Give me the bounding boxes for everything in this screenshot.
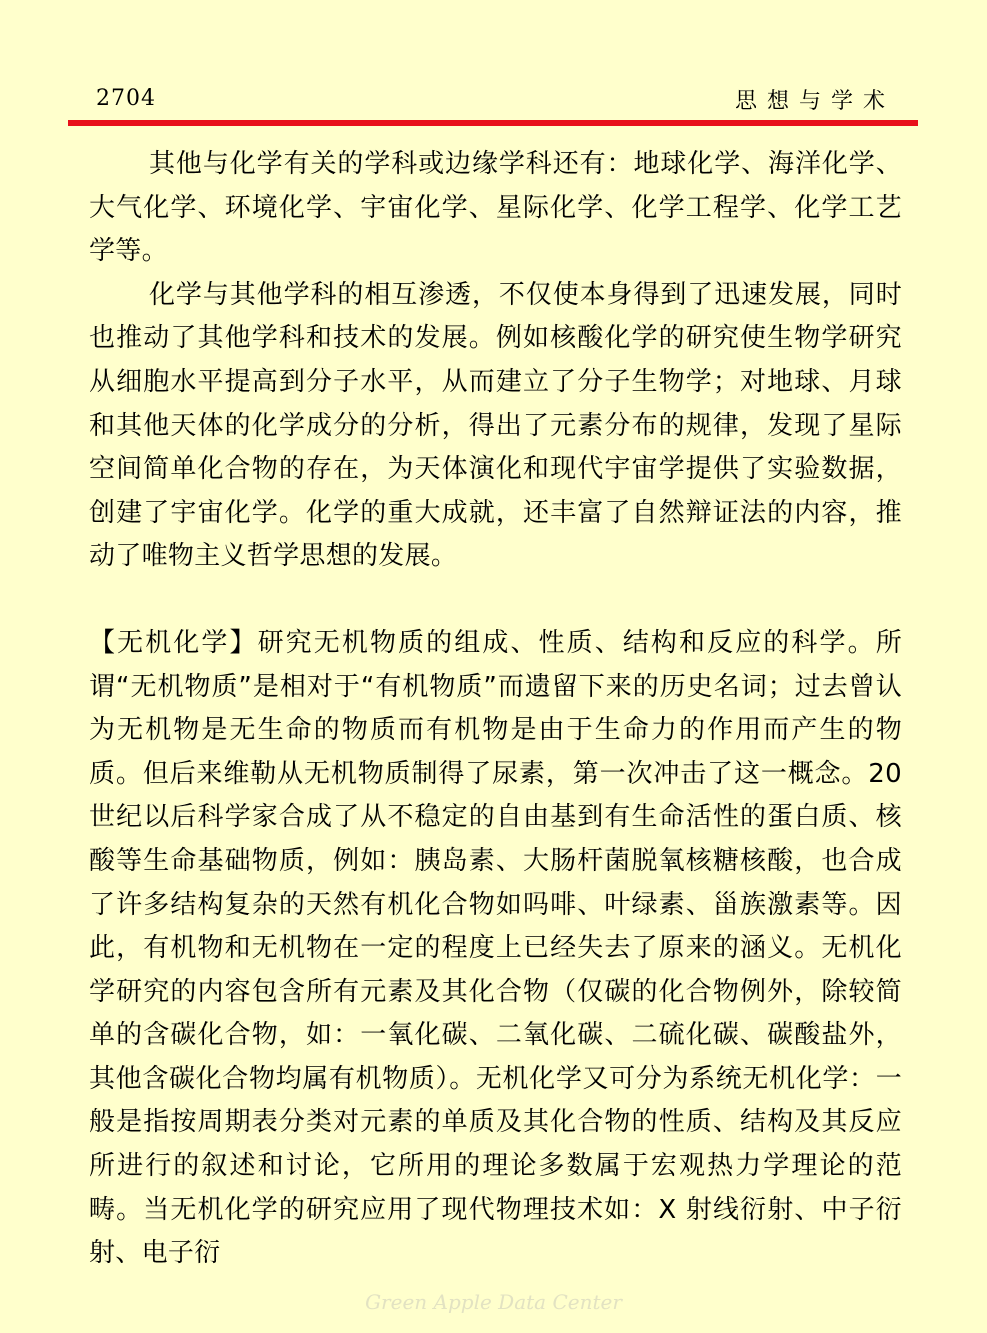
- running-head: 思想与学术: [734, 89, 895, 114]
- page-number: 2704: [96, 86, 156, 111]
- paragraph-interdisciplinary: 化学与其他学科的相互渗透，不仅使本身得到了迅速发展，同时也推动了其他学科和技术的发展。例如核酸化学的研究使生物学研究从细胞水平提高到分子水平，从而建立了分子生物学；对地球、月球和其他天体的化学成分的分析，得出了元素分布的规律，发现了星际空间简单化合物的存在，为天体演化和现代宇宙学提供了实验数据，创建了宇宙化学。化学的重大成就，还丰富了自然辩证法的内容，推动了唯物主义哲学思想的发展。: [89, 279, 902, 572]
- paragraph-gap: [89, 579, 902, 622]
- header-rule: [68, 120, 918, 126]
- paragraph-inorganic-chemistry: 【无机化学】研究无机物质的组成、性质、结构和反应的科学。所谓“无机物质”是相对于“有机物质”而遗留下来的历史名词；过去曾认为无机物是无生命的物质而有机物是由于生命力的作用而产生的物质。但后来维勒从无机物质制得了尿素，第一次冲击了这一概念。20 世纪以后科学家合成了从不稳定的自由基到有生命活性的蛋白质、核酸等生命基础物质，例如：胰岛素、大肠杆菌脱氧核糖核酸，也合成了许多结构复杂的天然有机化合物如吗啡、叶绿素、甾族激素等。因此，有机物和无机物在一定的程度上已经失去了原来的涵义。无机化学研究的内容包含所有元素及其化合物（仅碳的化合物例外，除较简单的含碳化合物，如：一氧化碳、二氧化碳、二硫化碳、碳酸盐外，其他含碳化合物均属有机物质）。无机化学又可分为系统无机化学：一般是指按周期表分类对元素的单质及其化合物的性质、结构及其反应所进行的叙述和讨论，它所用的理论多数属于宏观热力学理论的范畴。当无机化学的研究应用了现代物理技术如：X 射线衍射、中子衍射、电子衍: [89, 627, 902, 1269]
- watermark: Green Apple Data Center: [365, 1290, 622, 1314]
- body-text: [89, 143, 902, 1276]
- paragraph-related-disciplines: 其他与化学有关的学科或边缘学科还有：地球化学、海洋化学、大气化学、环境化学、宇宙化学、星际化学、化学工程学、化学工艺学等。: [89, 149, 902, 267]
